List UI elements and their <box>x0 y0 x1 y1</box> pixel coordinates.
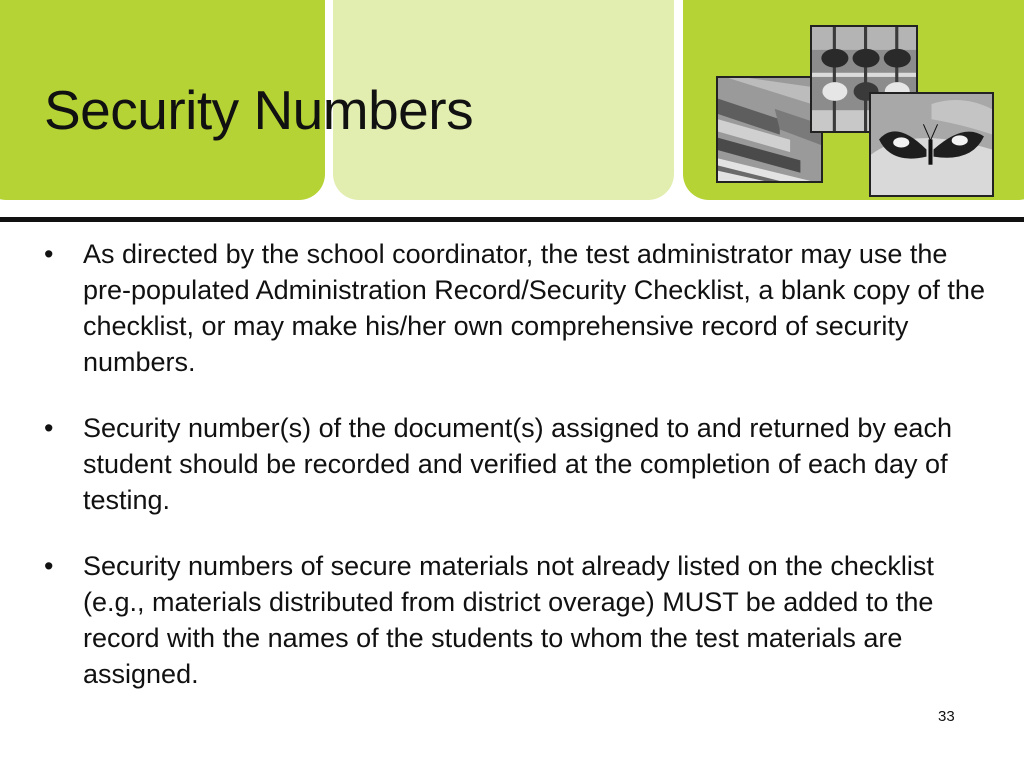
books-photo <box>716 76 823 183</box>
butterfly-photo <box>869 92 994 197</box>
bullet-item <box>36 548 996 692</box>
bullet-text: Security numbers of secure materials not already listed on the checklist (e.g., materials distributed from district overage) MUST be added to the record with the names of the students to whom the test materials are assigned. <box>83 551 934 689</box>
bullet-marker: • <box>44 239 54 269</box>
bullet-text: Security number(s) of the document(s) assigned to and returned by each student should be recorded and verified at the completion of each day of testing. <box>83 413 952 515</box>
page-number: 33 <box>938 708 955 725</box>
bullet-list <box>36 236 996 692</box>
bullet-item <box>36 410 996 518</box>
slide-title: Security Numbers <box>44 79 474 141</box>
bullet-text: As directed by the school coordinator, the test administrator may use the pre-populated Administration Record/Security Checklist, a blank copy of the checklist, or may make his/her own comprehensive record of security numbers. <box>83 239 985 377</box>
bullet-marker: • <box>44 413 54 443</box>
header-divider <box>0 217 1024 222</box>
bullet-item <box>36 236 996 380</box>
bullet-marker: • <box>44 551 54 581</box>
